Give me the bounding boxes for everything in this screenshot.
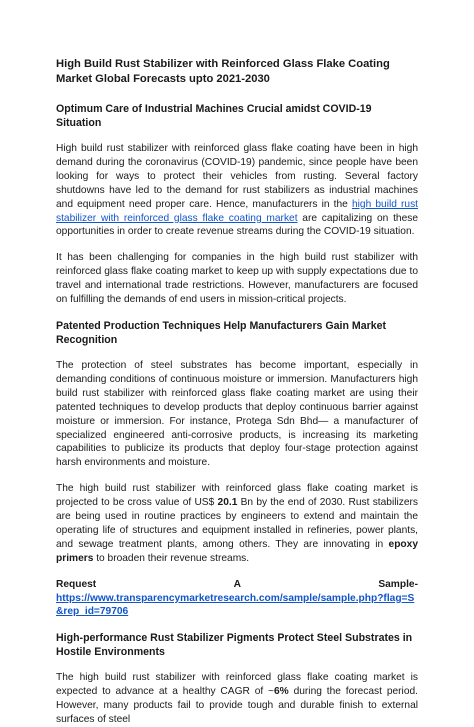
section-heading-covid: Optimum Care of Industrial Machines Crucial amidst COVID-19 Situation bbox=[56, 103, 372, 129]
paragraph-text: during the forecast period. However, many products fail to provide tough and durable finish to external surfaces of steel bbox=[56, 686, 418, 726]
paragraph-market-value bbox=[56, 482, 418, 565]
request-word: Request bbox=[56, 578, 97, 590]
paragraph-text: to broaden their revenue streams. bbox=[93, 552, 250, 564]
cagr-value: 6% bbox=[274, 686, 289, 698]
request-word: A bbox=[233, 578, 241, 590]
paragraph-text: The high build rust stabilizer with reinforced glass flake coating market is projected to be cross value of US$ bbox=[56, 483, 418, 509]
paragraph-cagr bbox=[56, 671, 418, 727]
paragraph-text: The high build rust stabilizer with reinforced glass flake coating market is expected to advance at a healthy CAGR of ~ bbox=[56, 672, 418, 698]
paragraph-supply-challenges: It has been challenging for companies in the high build rust stabilizer with reinforced glass flake coating market to keep up with supply expectations due to travel and international trade restrictions. However, manufacturers are focused on fulfilling the demands of end users in mission-critical projects. bbox=[56, 252, 418, 306]
section-heading-patented: Patented Production Techniques Help Manufacturers Gain Market Recognition bbox=[56, 319, 387, 346]
paragraph-covid-demand bbox=[56, 142, 418, 239]
paragraph-steel-protection: The protection of steel substrates has become important, especially in demanding conditions of continuous moisture or immersion. Manufacturers high build rust stabilizer with reinforced glass flake coating market are using their patented techniques to develop products that deploy continuous barrier against moisture or immersion. For instance, Protega Sdn Bhd— a manufacturer of specialized engineered anti-corrosive products, is increasing its marketing capabilities to publicize its products that deploy four-stage protection against harsh environments and moisture. bbox=[56, 359, 418, 469]
paragraph-text: High build rust stabilizer with reinforced glass flake coating have been in high demand during the coronavirus (COVID-19) pandemic, since people have been looking for ways to protect their vehicles from rusting. Several factory shutdowns have led to the demand for rust stabilizers as industrial machines and equipment need proper care. Hence, manufacturers in the bbox=[56, 143, 418, 210]
market-value: 20.1 bbox=[217, 497, 238, 509]
paragraph-text: Bn by the end of 2030. Rust stabilizers are being used in routine practices by engineers to extend and maintain the operating life of structures and equipment installed in refineries, power plants, and sewage treatment plants, among others. They are innovating in bbox=[56, 497, 418, 550]
request-word: Sample- bbox=[378, 578, 418, 590]
request-sample-block bbox=[56, 578, 418, 620]
request-sample-label bbox=[56, 578, 418, 592]
paragraph-text: are capitalizing on these opportunities in order to create revenue streams during the COVID-19 situation. bbox=[56, 212, 418, 238]
section-heading-pigments: High-performance Rust Stabilizer Pigments Protect Steel Substrates in Hostile Environments bbox=[56, 632, 413, 659]
epoxy-primers-term: epoxy primers bbox=[56, 538, 418, 564]
document-title: High Build Rust Stabilizer with Reinforced Glass Flake Coating Market Global Forecasts upto 2021-2030 bbox=[56, 58, 390, 85]
request-sample-link[interactable]: https://www.transparencymarketresearch.com/sample/sample.php?flag=S&rep_id=79706 bbox=[56, 592, 415, 618]
market-report-link[interactable]: high build rust stabilizer with reinforced glass flake coating market bbox=[56, 198, 418, 224]
